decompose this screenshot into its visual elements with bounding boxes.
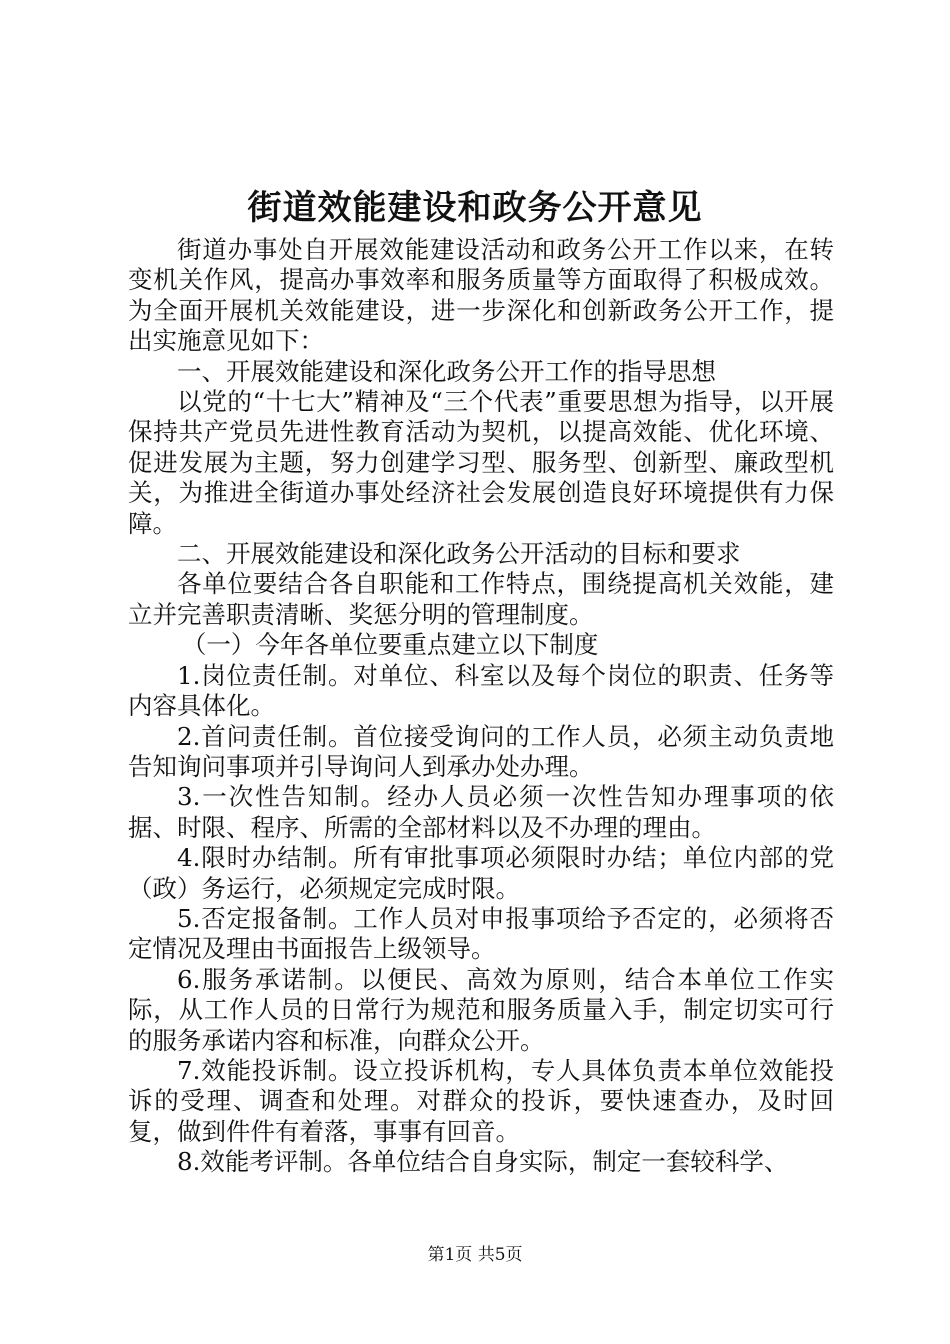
document-body [128,235,834,1178]
list-item-7: 7.效能投诉制。设立投诉机构，专人具体负责本单位效能投诉的受理、调查和处理。对群众的投诉，要快速查办，及时回复，做到件件有着落，事事有回音。 [128,1055,834,1146]
list-item-5: 5.否定报备制。工作人员对申报事项给予否定的，必须将否定情况及理由书面报告上级领导。 [128,903,834,964]
list-item-1: 1.岗位责任制。对单位、科室以及每个岗位的职责、任务等内容具体化。 [128,660,834,721]
page-number-footer: 第1页 共5页 [427,1245,523,1265]
section-heading-2: 二、开展效能建设和深化政务公开活动的目标和要求 [177,539,741,569]
list-item-3: 3.一次性告知制。经办人员必须一次性告知办理事项的依据、时限、程序、所需的全部材料以及不办理的理由。 [128,782,834,842]
list-item-8: 8.效能考评制。各单位结合自身实际，制定一套较科学、 [177,1147,789,1177]
document-title: 街道效能建设和政务公开意见 [247,188,703,228]
section-heading-1: 一、开展效能建设和深化政务公开工作的指导思想 [177,356,716,386]
paragraph-guiding-thought: 以党的“十七大”精神及“三个代表”重要思想为指导，以开展保持共产党员先进性教育活动为契机，以提高效能、优化环境、促进发展为主题，努力创建学习型、服务型、创新型、廉政型机关，为推进全街道办事处经济社会发展创造良好环境提供有力保障。 [128,387,834,538]
paragraph-goals: 各单位要结合各自职能和工作特点，围绕提高机关效能，建立并完善职责清晰、奖惩分明的管理制度。 [128,569,834,629]
subsection-heading-1: （一）今年各单位要重点建立以下制度 [181,630,599,660]
paragraph-intro: 街道办事处自开展效能建设活动和政务公开工作以来，在转变机关作风，提高办事效率和服务质量等方面取得了积极成效。为全面开展机关效能建设，进一步深化和创新政务公开工作，提出实施意见如下： [128,235,834,356]
list-item-6: 6.服务承诺制。以便民、高效为原则，结合本单位工作实际，从工作人员的日常行为规范和服务质量入手，制定切实可行的服务承诺内容和标准，向群众公开。 [128,964,834,1055]
list-item-2: 2.首问责任制。首位接受询问的工作人员，必须主动负责地告知询问事项并引导询问人到承办处办理。 [128,721,834,781]
list-item-4: 4.限时办结制。所有审批事项必须限时办结；单位内部的党（政）务运行，必须规定完成时限。 [128,843,834,903]
